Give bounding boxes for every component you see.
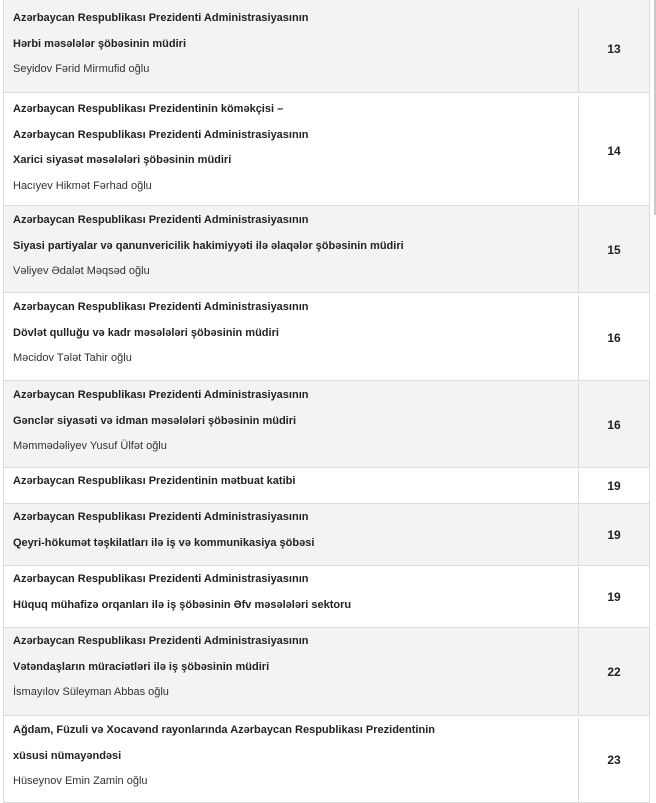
position-line: Azərbaycan Respublikası Prezidenti Administrasiyasının (13, 573, 309, 585)
position-line: Xarici siyasət məsələləri şöbəsinin müdiri (13, 154, 232, 166)
position-cell (4, 6, 579, 92)
position-line: Azərbaycan Respublikası Prezidenti Administrasiyasının (13, 301, 309, 313)
table-row (4, 628, 649, 716)
page-number: 13 (607, 42, 621, 56)
table-row (4, 381, 649, 468)
table-row (4, 0, 649, 93)
page-number: 23 (607, 753, 621, 767)
position-line: Azərbaycan Respublikası Prezidentinin köməkçisi – (13, 103, 284, 115)
official-name: Vəliyev Ədalət Məqsəd oğlu (13, 265, 150, 277)
page-number: 14 (607, 144, 621, 158)
position-cell (4, 718, 579, 802)
position-cell (4, 97, 579, 205)
position-cell (4, 208, 579, 292)
position-cell (4, 469, 579, 503)
page-number: 19 (607, 590, 621, 604)
official-name: İsmayılov Süleyman Abbas oğlu (13, 686, 169, 698)
table-row (4, 566, 649, 628)
official-name: Hüseynov Emin Zamin oğlu (13, 775, 148, 787)
table-row (4, 468, 649, 504)
position-line: Azərbaycan Respublikası Prezidenti Administrasiyasının (13, 214, 309, 226)
position-line: Gənclər siyasəti və idman məsələləri şöbəsinin müdiri (13, 414, 297, 427)
position-line: Dövlət qulluğu və kadr məsələləri şöbəsinin müdiri (13, 326, 279, 339)
position-line: Vətəndaşların müraciətləri ilə iş şöbəsinin müdiri (13, 660, 270, 673)
position-line: xüsusi nümayəndəsi (13, 749, 122, 762)
table-row (4, 206, 649, 293)
position-cell (4, 295, 579, 380)
position-cell (4, 505, 579, 565)
position-line: Azərbaycan Respublikası Prezidenti Administrasiyasının (13, 128, 309, 141)
position-line: Siyasi partiyalar və qanunvericilik hakimiyyəti ilə əlaqələr şöbəsinin müdiri (13, 239, 404, 252)
page-number: 16 (607, 418, 621, 432)
page-number: 19 (607, 479, 621, 493)
official-name: Hacıyev Hikmət Fərhad oğlu (13, 179, 152, 192)
position-cell (4, 629, 579, 715)
position-line: Qeyri-hökumət təşkilatları ilə iş və kommunikasiya şöbəsi (13, 536, 315, 549)
position-cell (4, 567, 579, 627)
position-line: Azərbaycan Respublikası Prezidenti Administrasiyasının (13, 511, 309, 523)
table-row (4, 293, 649, 381)
position-line: Azərbaycan Respublikası Prezidentinin mətbuat katibi (13, 475, 296, 487)
position-line: Azərbaycan Respublikası Prezidenti Administrasiyasının (13, 389, 309, 401)
officials-table (3, 0, 650, 803)
table-row (4, 716, 649, 803)
table-row (4, 504, 649, 566)
position-line: Hüquq mühafizə orqanları ilə iş şöbəsinin Əfv məsələləri sektoru (13, 598, 352, 611)
position-line: Ağdam, Füzuli və Xocavənd rayonlarında Azərbaycan Respublikası Prezidentinin (13, 724, 435, 736)
page-number: 19 (607, 528, 621, 542)
page-number: 22 (607, 665, 621, 679)
table-row (4, 93, 649, 206)
official-name: Seyidov Fərid Mirmufid oğlu (13, 63, 150, 75)
position-line: Azərbaycan Respublikası Prezidenti Administrasiyasının (13, 12, 309, 24)
position-line: Hərbi məsələlər şöbəsinin müdiri (13, 37, 187, 50)
position-line: Azərbaycan Respublikası Prezidenti Administrasiyasının (13, 635, 309, 647)
official-name: Məcidov Tələt Tahir oğlu (13, 352, 132, 364)
page-number: 15 (607, 243, 621, 257)
official-name: Məmmədəliyev Yusuf Ülfət oğlu (13, 440, 167, 452)
page-number: 16 (607, 330, 621, 345)
position-cell (4, 383, 579, 467)
